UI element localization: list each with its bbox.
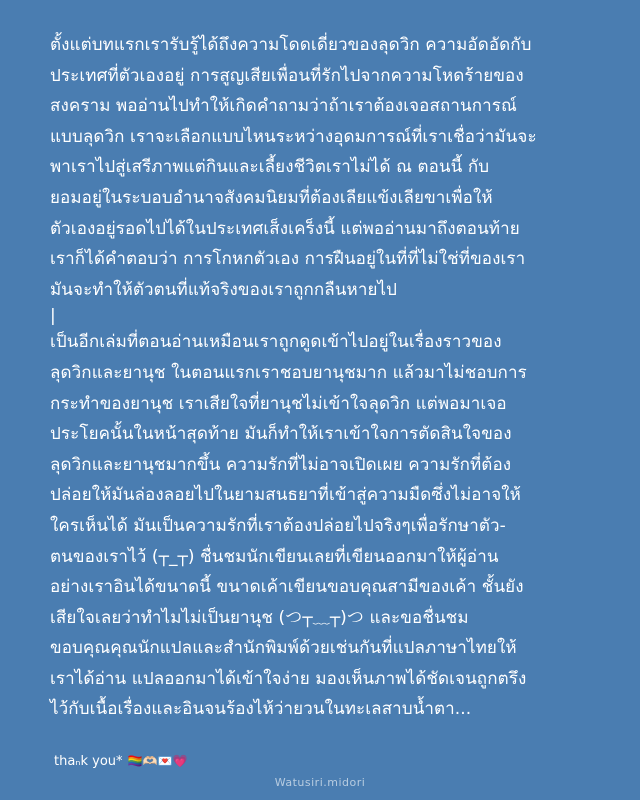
text-line: ขอบคุณคุณนักแปลและสำนักพิมพ์ด้วยเช่นกันที่แปลภาษาไทยให้ [50, 638, 517, 659]
text-line: ไว้กับเนื้อเรื่องและอินจนร้องไห้ว่ายวนในทะเลสาบน้ำตา... [50, 699, 472, 720]
signoff [54, 752, 187, 771]
paragraph-2 [50, 327, 594, 725]
text-line: กระทำของยานุช เราเสียใจที่ยานุชไม่เข้าใจลุดวิก แต่พอมาเจอ [50, 393, 507, 414]
watermark: Watusiri.midori [274, 776, 366, 789]
text-line: ยอมอยู่ในระบอบอำนาจสังคมนิยมที่ต้องเลียแข้งเลียขาเพื่อให้ [50, 187, 493, 208]
text-line: ลุดวิกและยานุชมากขึ้น ความรักที่ไม่อาจเปิดเผย ความรักที่ต้อง [50, 454, 512, 475]
signoff-text: thaₙk you* [54, 754, 123, 769]
text-line: ตั้งแต่บทแรกเรารับรู้ได้ถึงความโดดเดี่ยวของลุดวิก ความอัดอัดกับ [50, 35, 532, 55]
text-line: เราได้อ่าน แปลออกมาได้เข้าใจง่าย มองเห็นภาพได้ชัดเจนถูกตรึง [50, 668, 527, 689]
text-line: เสียใจเลยว่าทำไมไม่เป็นยานุช (つ┬﹏┬)つ และขอชื่นชม [50, 607, 469, 628]
text-line: อย่างเราอินได้ขนาดนี้ ขนาดเค้าเขียนขอบคุณสามีของเค้า ชั้นยัง [50, 577, 524, 598]
text-line: มันจะทำให้ตัวตนที่แท้จริงของเราถูกกลืนหายไป [50, 279, 398, 300]
text-cursor: | [50, 306, 56, 327]
paragraph-1 [50, 30, 594, 305]
text-line: ใครเห็นได้ มันเป็นความรักที่เราต้องปล่อยไปจริงๆเพื่อรักษาตัว- [50, 515, 506, 536]
text-line: ประโยคนั้นในหน้าสุดท้าย มันก็ทำให้เราเข้าใจการตัดสินใจของ [50, 424, 512, 445]
text-line: เป็นอีกเล่มที่ตอนอ่านเหมือนเราถูกดูดเข้าไปอยู่ในเรื่องราวของ [50, 332, 502, 353]
text-line: พาเราไปสู่เสรีภาพแต่กินและเลี้ยงชีวิตเราไม่ได้ ณ ตอนนี้ กับ [50, 157, 490, 178]
text-line: ลุดวิกและยานุช ในตอนแรกเราชอบยานุชมาก แล้วมาไม่ชอบการ [50, 362, 527, 383]
text-line: ปล่อยให้มันล่องลอยไปในยามสนธยาที่เข้าสู่ความมืดซึ่งไม่อาจให้ [50, 485, 521, 506]
text-line: ประเทศที่ตัวเองอยู่ การสูญเสียเพื่อนที่รักไปจากความโหดร้ายของ [50, 65, 524, 86]
text-line: ตนของเราไว้ (┬_┬) ชื่นชมนักเขียนเลยที่เขียนออกมาให้ผู้อ่าน [50, 546, 499, 567]
emoji-icons: 🏳️‍🌈🫶🏻💌💗 [127, 754, 188, 768]
text-line: สงคราม พออ่านไปทำให้เกิดคำถามว่าถ้าเราต้องเจอสถานการณ์ [50, 96, 517, 117]
text-line: เราก็ได้คำตอบว่า การโกหกตัวเอง การฝืนอยู่ในที่ที่ไม่ใช่ที่ของเรา [50, 249, 526, 270]
text-line: แบบลุดวิก เราจะเลือกแบบไหนระหว่างอุดมการณ์ที่เราเชื่อว่ามันจะ [50, 126, 537, 147]
text-line: ตัวเองอยู่รอดไปได้ในประเทศเส็งเคร็งนี้ แต่พออ่านมาถึงตอนท้าย [50, 218, 520, 239]
